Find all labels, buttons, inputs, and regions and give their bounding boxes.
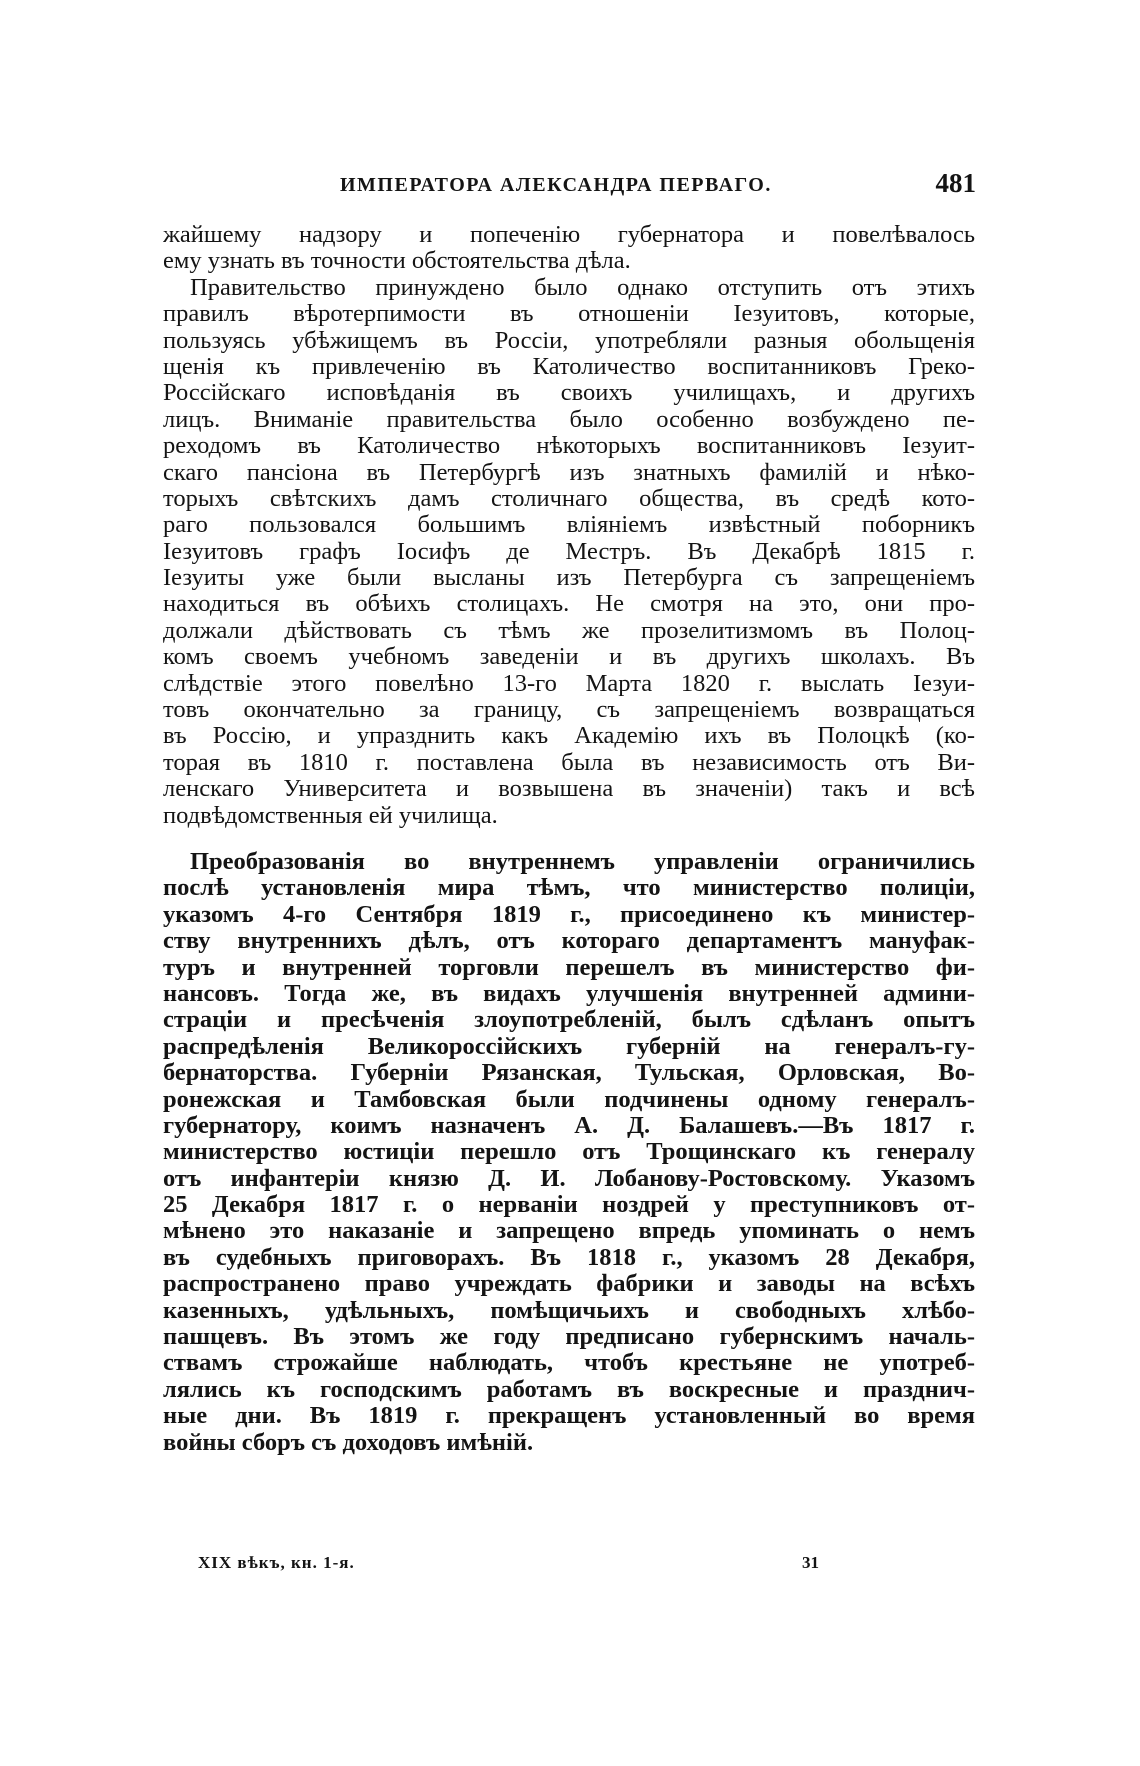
page-header — [160, 168, 980, 204]
text-line: войны сборъ съ доходовъ имѣній. — [163, 1429, 534, 1456]
text-line: скаго пансіона въ Петербургѣ изъ знатныхъ фамилій и нѣко- — [163, 459, 975, 486]
text-line: правилъ вѣротерпимости въ отношеніи Іезуитовъ, которые, — [163, 301, 975, 328]
text-line: въ судебныхъ приговорахъ. Въ 1818 г., указомъ 28 Декабря, — [163, 1244, 975, 1271]
text-line: лялись къ господскимъ работамъ въ воскресные и празднич- — [163, 1376, 975, 1403]
page-footer — [198, 1553, 838, 1577]
text-line: торыхъ свѣтскихъ дамъ столичнаго общества, въ средѣ кото- — [163, 485, 975, 512]
text-line: ему узнать въ точности обстоятельства дѣла. — [163, 248, 631, 275]
text-line: реходомъ въ Католичество нѣкоторыхъ воспитанниковъ Іезуит- — [163, 433, 975, 460]
text-line: пользуясь убѣжищемъ въ Россіи, употребляли разныя обольщенія — [163, 327, 975, 354]
text-line: раго пользовался большимъ вліяніемъ извѣстный поборникъ — [163, 512, 975, 539]
text-line: товъ окончательно за границу, съ запрещеніемъ возвращаться — [163, 697, 975, 724]
text-line: Россійскаго исповѣданія въ своихъ училищахъ, и другихъ — [163, 380, 975, 407]
text-line: губернатору, коимъ назначенъ А. Д. Балашевъ.—Въ 1817 г. — [163, 1112, 975, 1139]
text-line: Правительство принуждено было однако отступить отъ этихъ — [190, 274, 975, 301]
page-number: 481 — [935, 168, 976, 198]
text-line: указомъ 4-го Сентября 1819 г., присоединено къ министер- — [163, 901, 975, 928]
printer-signature: XIX вѣкъ, кн. 1-я. — [198, 1553, 355, 1572]
paragraph-gap — [163, 829, 975, 849]
text-line: должали дѣйствовать съ тѣмъ же прозелитизмомъ въ Полоц- — [163, 617, 975, 644]
text-line: казенныхъ, удѣльныхъ, помѣщичьихъ и свободныхъ хлѣбо- — [163, 1297, 975, 1324]
text-line: отъ инфантеріи князю Д. И. Лобанову-Ростовскому. Указомъ — [163, 1165, 975, 1192]
text-line: ленскаго Университета и возвышена въ значеніи) такъ и всѣ — [163, 776, 975, 803]
text-line: ронежская и Тамбовская были подчинены одному генералъ- — [163, 1086, 975, 1113]
running-title: ИМПЕРАТОРА АЛЕКСАНДРА ПЕРВАГО. — [340, 174, 772, 196]
text-line: ные дни. Въ 1819 г. прекращенъ установленный во время — [163, 1403, 975, 1430]
text-line: Іезуитовъ графъ Іосифъ де Местръ. Въ Декабрѣ 1815 г. — [163, 538, 975, 565]
text-line: туръ и внутренней торговли перешелъ въ министерство фи- — [163, 954, 975, 981]
text-line: послѣ установленія мира тѣмъ, что министерство полиціи, — [163, 875, 975, 902]
text-line: распространено право учреждать фабрики и заводы на всѣхъ — [163, 1271, 975, 1298]
text-line: министерство юстиціи перешло отъ Трощинскаго къ генералу — [163, 1139, 975, 1166]
text-line: мѣнено это наказаніе и запрещено впредь упоминать о немъ — [163, 1218, 975, 1245]
text-line: ству внутреннихъ дѣлъ, отъ котораго департаментъ мануфак- — [163, 928, 975, 955]
text-line: 25 Декабря 1817 г. о нерваніи ноздрей у преступниковъ от- — [163, 1192, 975, 1219]
paragraph — [163, 222, 975, 275]
text-line: страціи и пресѣченія злоупотребленій, былъ сдѣланъ опытъ — [163, 1007, 975, 1034]
text-line: торая въ 1810 г. поставлена была въ независимость отъ Ви- — [163, 749, 975, 776]
text-line: лицъ. Вниманіе правительства было особенно возбуждено пе- — [163, 406, 975, 433]
text-line: находиться въ обѣихъ столицахъ. Не смотря на это, они про- — [163, 591, 975, 618]
paragraph — [163, 275, 975, 829]
text-line: комъ своемъ учебномъ заведеніи и въ другихъ школахъ. Въ — [163, 644, 975, 671]
text-line: въ Россію, и упразднить какъ Академію ихъ въ Полоцкѣ (ко- — [163, 723, 975, 750]
text-line: Преобразованія во внутреннемъ управленіи ограничились — [190, 848, 975, 875]
text-line: распредѣленія Великороссійскихъ губерній на генералъ-гу- — [163, 1033, 975, 1060]
text-line: нансовъ. Тогда же, въ видахъ улучшенія внутренней админи- — [163, 980, 975, 1007]
sheet-number: 31 — [802, 1553, 819, 1572]
text-line: пашцевъ. Въ этомъ же году предписано губернскимъ началь- — [163, 1324, 975, 1351]
text-line: Іезуиты уже были высланы изъ Петербурга съ запрещеніемъ — [163, 565, 975, 592]
text-line: щенія къ привлеченію въ Католичество воспитанниковъ Греко- — [163, 353, 975, 380]
text-line: слѣдствіе этого повелѣно 13-го Марта 1820 г. выслать Іезуи- — [163, 670, 975, 697]
paragraph — [163, 849, 975, 1456]
text-line: бернаторства. Губерніи Рязанская, Тульская, Орловская, Во- — [163, 1060, 975, 1087]
body-text — [163, 222, 975, 1456]
text-line: подвѣдомственныя ей училища. — [163, 802, 498, 829]
text-line: ствамъ строжайше наблюдать, чтобъ крестьяне не употреб- — [163, 1350, 975, 1377]
text-line: жайшему надзору и попеченію губернатора и повелѣвалось — [163, 222, 975, 248]
